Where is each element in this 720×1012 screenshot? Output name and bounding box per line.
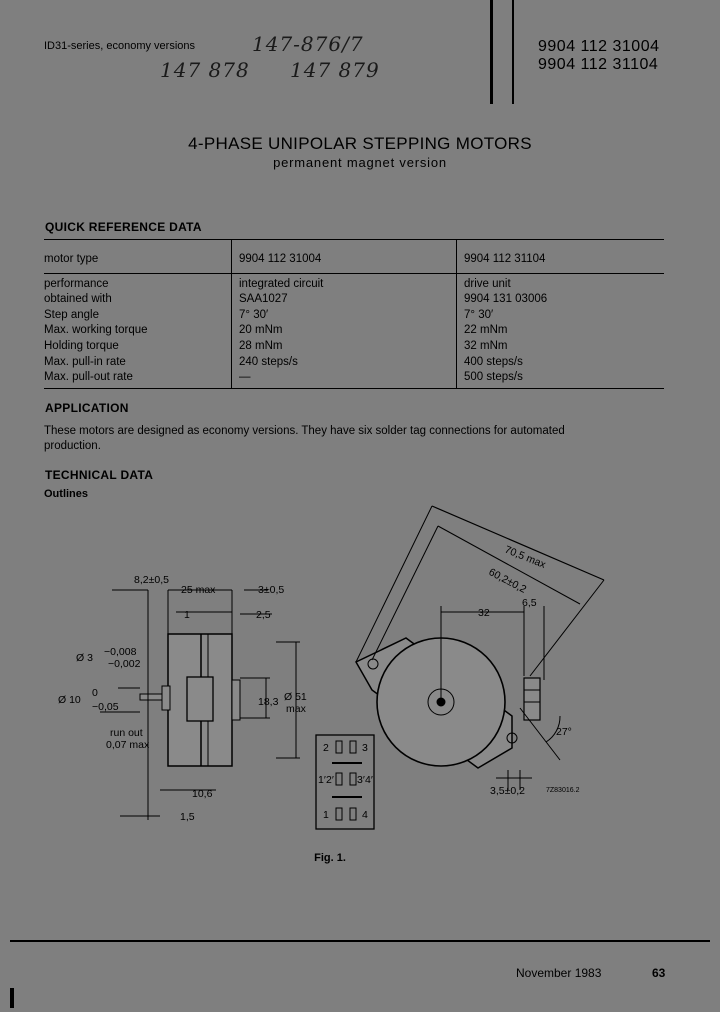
row-value-b: 32 mNm — [464, 339, 508, 352]
row-label: Max. pull-out rate — [44, 371, 133, 384]
dim-1-5: 1,5 — [180, 811, 195, 823]
row-label: Max. pull-in rate — [44, 355, 126, 368]
dim-6-5: 6,5 — [522, 597, 537, 609]
page-subtitle: permanent magnet version — [273, 155, 447, 170]
dim-2-5: 2,5 — [256, 609, 271, 621]
motor-type-label: motor type — [44, 249, 231, 273]
dim-3-5: 3,5±0,2 — [490, 785, 525, 797]
dim-runout-1: run out — [110, 727, 143, 739]
handwritten-note-1: 147-876/7 — [252, 32, 364, 56]
row-value-a: 20 mNm — [239, 324, 283, 337]
page-title: 4-PHASE UNIPOLAR STEPPING MOTORS — [188, 134, 532, 153]
footer-rule — [10, 940, 710, 942]
type-code-2: 9904 112 31104 — [538, 56, 659, 73]
figure-ref-code: 7Z83016.2 — [546, 787, 580, 794]
shaft — [140, 694, 162, 700]
footer-mark — [10, 988, 14, 1008]
dim-70-5-max: 70,5 max — [502, 543, 548, 571]
terminal-1: 1 — [323, 809, 329, 821]
dim-8-2: 8,2±0,5 — [134, 574, 169, 586]
dim-phi-51-max: max — [286, 703, 306, 715]
dim-3: 3±0,5 — [258, 584, 285, 596]
dim-18-3: 18,3 — [258, 696, 279, 708]
row-value-a: 28 mNm — [239, 339, 283, 352]
outlines-label: Outlines — [44, 488, 89, 500]
shaft-boss — [162, 686, 170, 710]
performance-label-1: performance — [44, 277, 109, 290]
motor-type-b: 9904 112 31104 — [456, 249, 664, 273]
dim-phi-3-tol-2: −0,002 — [108, 658, 141, 670]
dim-32: 32 — [478, 607, 490, 619]
terminal-4: 4 — [362, 809, 368, 821]
terminal-3: 3 — [362, 742, 368, 754]
front-view — [356, 506, 604, 790]
dim-60-2: 60,2±0,2 — [486, 566, 529, 596]
dim-phi-10-tol-2: −0,05 — [92, 701, 119, 713]
page-number: 63 — [652, 966, 666, 980]
performance-label-2: obtained with — [44, 293, 112, 306]
terminal-2: 2 — [323, 742, 329, 754]
type-code-1: 9904 112 31004 — [538, 38, 660, 55]
application-heading: APPLICATION — [45, 401, 129, 415]
dim-runout-2: 0,07 max — [106, 739, 150, 751]
dim-phi-51: Ø 51 — [284, 691, 307, 703]
row-label: Holding torque — [44, 339, 119, 352]
motor-type-a: 9904 112 31004 — [231, 249, 456, 273]
handwritten-note-3: 147 879 — [290, 58, 380, 82]
row-value-a: 7° 30′ — [239, 308, 269, 321]
dim-phi-10: Ø 10 — [58, 694, 81, 706]
row-value-b: 7° 30′ — [464, 308, 494, 321]
technical-data-heading: TECHNICAL DATA — [45, 468, 154, 482]
terminal-3p: 3′ — [357, 774, 365, 786]
performance-b-2: 9904 131 03006 — [464, 293, 548, 306]
dim-phi-3-tol-1: −0,008 — [104, 646, 137, 658]
footer-date: November 1983 — [516, 966, 602, 980]
dim-10-6: 10,6 — [192, 788, 213, 800]
row-value-b: 400 steps/s — [464, 355, 523, 368]
row-value-a: — — [239, 371, 251, 384]
application-text: These motors are designed as economy versions. They have six solder tag connections for automated production. — [44, 425, 565, 452]
row-value-a: 240 steps/s — [239, 355, 298, 368]
dim-25-max: 25 max — [181, 584, 216, 596]
performance-b-1: drive unit — [464, 277, 511, 290]
figure-caption: Fig. 1. — [314, 852, 346, 864]
performance-a-2: SAA1027 — [239, 293, 288, 306]
terminal-1p: 1′ — [318, 774, 326, 786]
dim-1: 1 — [184, 609, 190, 621]
quick-reference-heading: QUICK REFERENCE DATA — [45, 220, 202, 234]
handwritten-note-2: 147 878 — [160, 58, 250, 82]
terminal-4p: 4′ — [365, 774, 373, 786]
dim-27-deg: 27° — [556, 726, 572, 738]
dim-phi-10-tol-1: 0 — [92, 687, 98, 699]
performance-a-1: integrated circuit — [239, 277, 324, 290]
row-label: Step angle — [44, 308, 99, 321]
row-value-b: 500 steps/s — [464, 371, 523, 384]
terminal-2p: 2′ — [326, 774, 334, 786]
series-label: ID31-series, economy versions — [44, 40, 196, 52]
terminal-block — [187, 677, 213, 721]
row-value-b: 22 mNm — [464, 324, 508, 337]
row-label: Max. working torque — [44, 324, 148, 337]
dim-phi-3: Ø 3 — [76, 652, 93, 664]
